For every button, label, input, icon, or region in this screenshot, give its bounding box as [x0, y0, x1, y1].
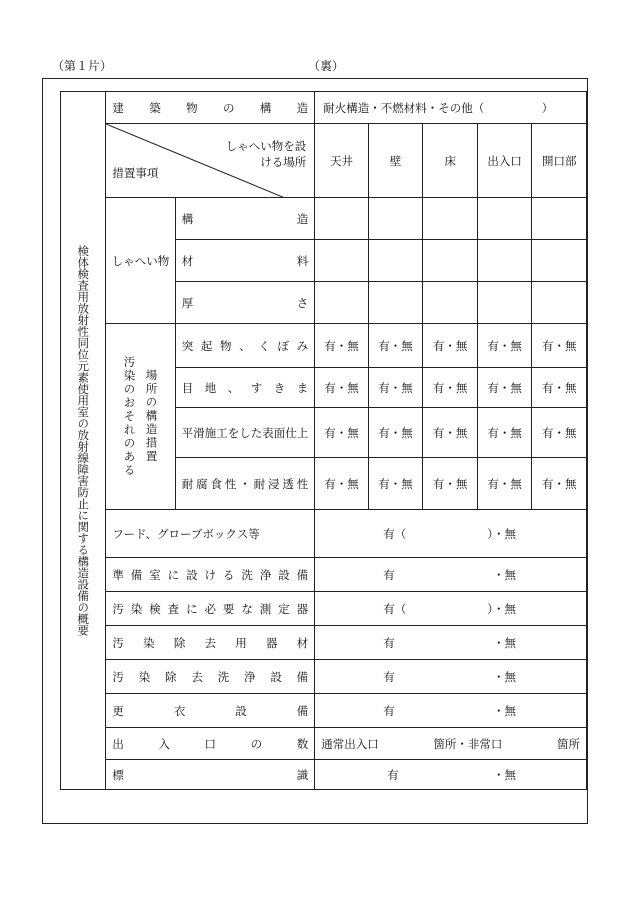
shielding-cell: [477, 282, 532, 324]
contamination-row-text-3: 耐 腐 食 性 ・ 耐 浸 透 性: [181, 476, 309, 491]
column-header-1: 壁: [368, 124, 423, 198]
equipment-no-1: ・無: [493, 567, 516, 582]
sign-no: ・無: [493, 767, 516, 782]
structure-label: 建 築 物 の 構 造: [112, 100, 309, 115]
equipment-label-cell-0: [106, 510, 315, 558]
equipment-value-cell-0: [315, 510, 587, 558]
equipment-label-0: フード、グローブボックス等: [112, 526, 260, 541]
exits-value-cell: [315, 728, 587, 760]
sign-label-cell: [106, 760, 315, 790]
equipment-label-1: 準 備 室 に 設 け る 洗 浄 設 備: [112, 567, 309, 582]
presence-mark: 有・無: [477, 324, 532, 368]
shielding-cell: [315, 240, 369, 282]
presence-mark: 有・無: [532, 458, 587, 510]
equipment-no-2: ）・無: [487, 601, 516, 616]
equipment-yes-1: 有: [383, 567, 395, 582]
column-header-0: 天井: [315, 124, 369, 198]
shielding-group-label: しゃへい物: [106, 198, 175, 324]
equipment-label-2: 汚 染 検 査 に 必 要 な 測 定 器: [112, 601, 309, 616]
contamination-row-label-2: [175, 408, 315, 458]
equipment-yes-2: 有（: [383, 601, 407, 616]
sheet-number: （第１片）: [52, 59, 113, 73]
sign-value-cell: [315, 760, 587, 790]
shielding-cell: [315, 282, 369, 324]
shielding-cell: [368, 282, 423, 324]
column-header-4: 開口部: [532, 124, 587, 198]
shielding-row-text-2: 厚 さ: [181, 295, 309, 310]
presence-mark: 有・無: [368, 368, 423, 408]
exits-unit: 箇所: [557, 736, 580, 751]
equipment-label-3: 汚 染 除 去 用 器 材: [112, 635, 309, 650]
structure-value: 耐火構造・不燃材料・その他（ ）: [315, 92, 587, 124]
diag-bottom-label: 措置事項: [112, 166, 159, 180]
contamination-group-label-1: 汚染のおそれのある: [122, 355, 137, 478]
sign-label: 標 識: [112, 767, 309, 782]
equipment-value-cell-1: [315, 558, 587, 592]
equipment-yes-4: 有: [383, 669, 395, 684]
equipment-label-cell-1: [106, 558, 315, 592]
equipment-value-cell-4: [315, 660, 587, 694]
sign-yes: 有: [387, 767, 399, 782]
exits-label: 出 入 口 の 数: [112, 736, 309, 751]
contamination-row-text-0: 突 起 物 、 く ぼ み: [181, 338, 309, 353]
equipment-yes-3: 有: [383, 635, 395, 650]
form-frame: [42, 78, 588, 824]
shielding-cell: [477, 198, 532, 240]
shielding-cell: [532, 198, 587, 240]
shielding-cell: [532, 240, 587, 282]
presence-mark: 有・無: [368, 408, 423, 458]
contamination-row-label-1: [175, 368, 315, 408]
presence-mark: 有・無: [532, 408, 587, 458]
shielding-row-text-0: 構 造: [181, 211, 309, 226]
equipment-value-cell-5: [315, 694, 587, 728]
shielding-cell: [423, 198, 478, 240]
presence-mark: 有・無: [315, 458, 369, 510]
presence-mark: 有・無: [477, 408, 532, 458]
exits-emergency: 箇所・非常口: [433, 736, 503, 751]
structure-table: [60, 91, 587, 790]
shielding-cell: [423, 240, 478, 282]
contamination-row-label-0: [175, 324, 315, 368]
equipment-yes-5: 有: [383, 703, 395, 718]
side-title: 検体検査用放射性同位元素使用室の放射線障害防止に関する構造設備の概要: [76, 245, 91, 636]
equipment-label-5: 更 衣 設 備: [112, 703, 309, 718]
shielding-cell: [423, 282, 478, 324]
presence-mark: 有・無: [532, 368, 587, 408]
reverse-side-label: （裏）: [308, 59, 345, 73]
equipment-label-cell-4: [106, 660, 315, 694]
presence-mark: 有・無: [423, 368, 478, 408]
presence-mark: 有・無: [368, 458, 423, 510]
shielding-cell: [368, 198, 423, 240]
equipment-value-cell-2: [315, 592, 587, 626]
presence-mark: 有・無: [532, 324, 587, 368]
equipment-label-cell-2: [106, 592, 315, 626]
contamination-group-label-2: 場所の構造措置: [144, 369, 159, 464]
equipment-value-cell-3: [315, 626, 587, 660]
presence-mark: 有・無: [423, 458, 478, 510]
shielding-row-label-1: [175, 240, 315, 282]
presence-mark: 有・無: [423, 408, 478, 458]
exits-label-cell: [106, 728, 315, 760]
equipment-no-5: ・無: [493, 703, 516, 718]
column-header-2: 床: [423, 124, 478, 198]
contamination-row-text-2: 平 滑 施 工 を し た 表 面 仕 上: [181, 425, 309, 440]
presence-mark: 有・無: [315, 408, 369, 458]
contamination-row-text-1: 目 地 、 す き ま: [181, 380, 309, 395]
column-header-3: 出入口: [477, 124, 532, 198]
equipment-no-4: ・無: [493, 669, 516, 684]
equipment-no-0: ）・無: [487, 526, 516, 541]
shielding-row-label-0: [175, 198, 315, 240]
shielding-cell: [477, 240, 532, 282]
shielding-cell: [532, 282, 587, 324]
diag-top-label: しゃへい物を設ける場所: [225, 139, 307, 169]
equipment-label-cell-3: [106, 626, 315, 660]
shielding-row-label-2: [175, 282, 315, 324]
equipment-label-4: 汚 染 除 去 洗 浄 設 備: [112, 669, 309, 684]
contamination-row-label-3: [175, 458, 315, 510]
diagonal-header-cell: [106, 124, 315, 198]
equipment-label-cell-5: [106, 694, 315, 728]
shielding-cell: [368, 240, 423, 282]
presence-mark: 有・無: [477, 368, 532, 408]
shielding-cell: [315, 198, 369, 240]
side-title-cell: [61, 92, 106, 790]
presence-mark: 有・無: [315, 324, 369, 368]
exits-normal: 通常出入口: [321, 736, 379, 751]
presence-mark: 有・無: [368, 324, 423, 368]
structure-label-cell: [106, 92, 315, 124]
equipment-no-3: ・無: [493, 635, 516, 650]
equipment-yes-0: 有（: [383, 526, 407, 541]
contamination-group-cell: [106, 324, 175, 510]
presence-mark: 有・無: [315, 368, 369, 408]
shielding-row-text-1: 材 料: [181, 253, 309, 268]
presence-mark: 有・無: [477, 458, 532, 510]
presence-mark: 有・無: [423, 324, 478, 368]
